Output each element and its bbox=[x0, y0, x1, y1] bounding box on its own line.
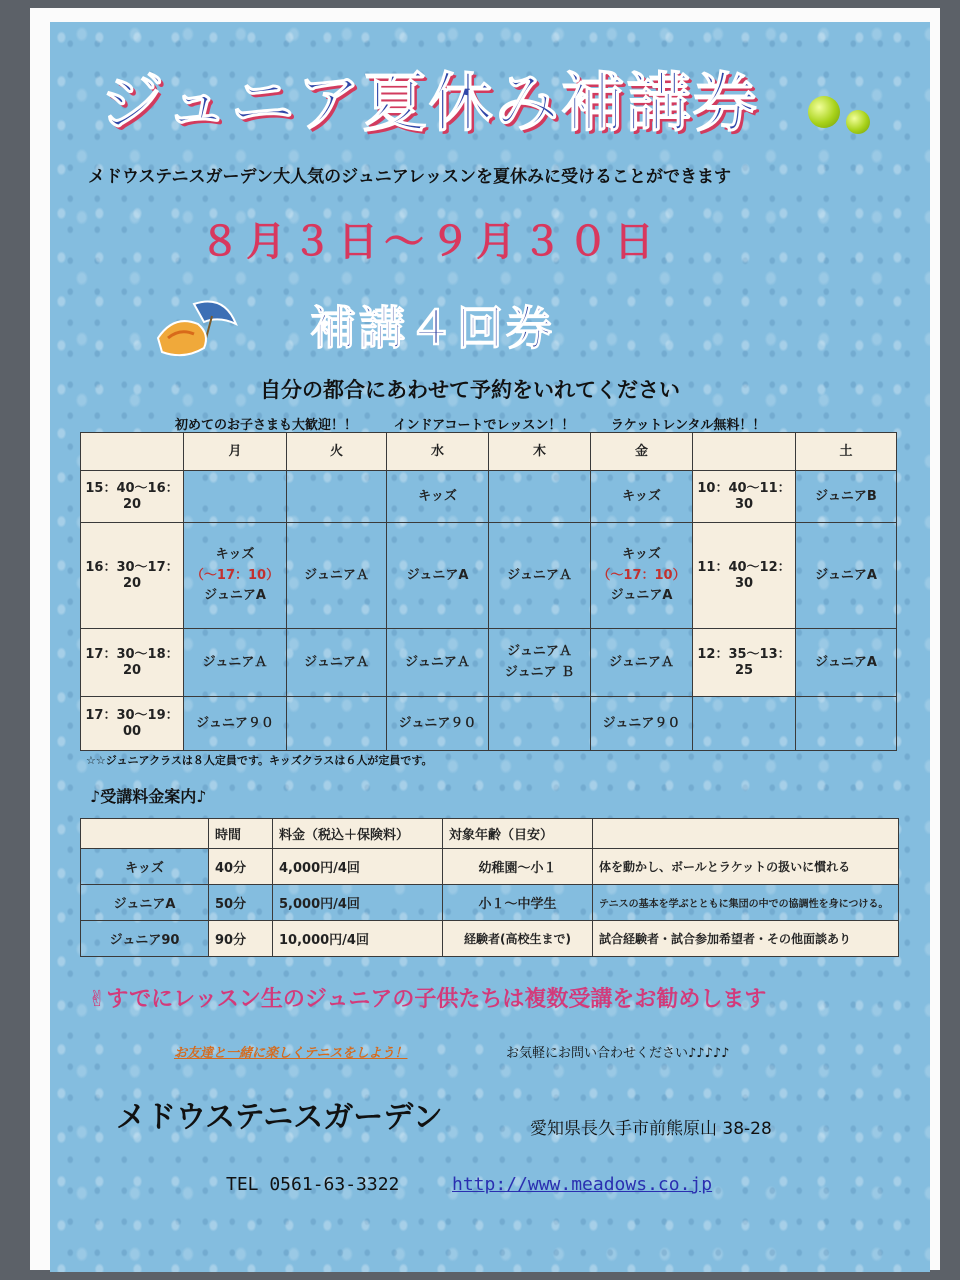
tennis-ball-icon bbox=[808, 96, 840, 128]
schedule-cell bbox=[489, 471, 591, 523]
schedule-cell: ジュニアＡ bbox=[287, 523, 387, 629]
course-age: 幼稚園～小１ bbox=[443, 849, 593, 885]
schedule-cell bbox=[796, 697, 897, 751]
website-link[interactable]: http://www.meadows.co.jp bbox=[452, 1174, 713, 1195]
course-name: ジュニア90 bbox=[81, 921, 209, 957]
fee-header-cell bbox=[593, 819, 899, 849]
course-description: 試合経験者・試合参加希望者・その他面談あり bbox=[593, 921, 899, 957]
schedule-cell bbox=[184, 523, 287, 629]
course-age: 小１～中学生 bbox=[443, 885, 593, 921]
schedule-cell: キッズ bbox=[591, 471, 693, 523]
class-name: キッズ bbox=[215, 547, 255, 563]
fee-row bbox=[81, 921, 899, 957]
flyer bbox=[50, 22, 930, 1272]
fee-header-cell bbox=[81, 819, 209, 849]
friends-tagline: お友達と一緒に楽しくテニスをしよう！ bbox=[174, 1046, 408, 1061]
feature-item: 初めてのお子さまも大歓迎！！ bbox=[175, 418, 358, 433]
schedule-cell: ジュニア９０ bbox=[184, 697, 287, 751]
saturday-time-cell: 11：40～12：30 bbox=[693, 523, 796, 629]
schedule-cell: ジュニアA bbox=[387, 523, 489, 629]
ticket-heading: 補講４回券 bbox=[310, 301, 555, 355]
inquiry-text: お気軽にお問い合わせください♪♪♪♪♪ bbox=[506, 1046, 730, 1061]
schedule-cell: ジュニアＡ bbox=[387, 629, 489, 697]
course-duration: 50分 bbox=[209, 885, 273, 921]
schedule-cell bbox=[489, 697, 591, 751]
schedule-header-cell bbox=[81, 433, 184, 471]
fee-header-cell: 時間 bbox=[209, 819, 273, 849]
class-end-time: （～17：10） bbox=[190, 567, 280, 583]
course-duration: 90分 bbox=[209, 921, 273, 957]
schedule-row bbox=[81, 629, 897, 697]
schedule-cell bbox=[287, 697, 387, 751]
course-description: テニスの基本を学ぶとともに集団の中での協調性を身につける。 bbox=[593, 885, 899, 921]
fee-row bbox=[81, 885, 899, 921]
recommendation: ✌すでにレッスン生のジュニアの子供たちは複数受講をお勧めします bbox=[88, 987, 767, 1012]
address: 愛知県長久手市前熊原山 38-28 bbox=[530, 1119, 772, 1139]
beach-umbrella-icon bbox=[154, 294, 238, 364]
schedule-header-cell: 金 bbox=[591, 433, 693, 471]
fee-table bbox=[80, 818, 899, 957]
feature-item: ラケットレンタル無料！！ bbox=[610, 418, 766, 433]
feature-item: インドアコートでレッスン！！ bbox=[393, 418, 575, 433]
schedule-header-cell: 木 bbox=[489, 433, 591, 471]
saturday-time-cell bbox=[693, 697, 796, 751]
schedule-cell: ジュニアA bbox=[796, 629, 897, 697]
class-name: ジュニアＡ bbox=[507, 644, 572, 660]
course-description: 体を動かし、ボールとラケットの扱いに慣れる bbox=[593, 849, 899, 885]
course-duration: 40分 bbox=[209, 849, 273, 885]
company-name: メドウステニスガーデン bbox=[116, 1100, 443, 1135]
saturday-time-cell: 12：35～13：25 bbox=[693, 629, 796, 697]
flyer-title: ジュニア夏休み補講券 bbox=[100, 67, 759, 141]
time-cell: 17：30～19：00 bbox=[81, 697, 184, 751]
feature-list bbox=[175, 414, 797, 433]
course-price: 10,000円/4回 bbox=[273, 921, 443, 957]
saturday-time-cell: 10：40～11：30 bbox=[693, 471, 796, 523]
schedule-cell: ジュニア９０ bbox=[591, 697, 693, 751]
class-name: ジュニアA bbox=[204, 588, 266, 604]
schedule-header-row bbox=[81, 433, 897, 471]
tennis-ball-icon bbox=[846, 110, 870, 134]
schedule-header-cell: 月 bbox=[184, 433, 287, 471]
fee-header-row bbox=[81, 819, 899, 849]
schedule-cell: ジュニアＡ bbox=[184, 629, 287, 697]
course-price: 4,000円/4回 bbox=[273, 849, 443, 885]
schedule-header-cell: 水 bbox=[387, 433, 489, 471]
fee-header-cell: 料金（税込＋保険料） bbox=[273, 819, 443, 849]
capacity-note: ☆☆ジュニアクラスは８人定員です。キッズクラスは６人が定員です。 bbox=[86, 754, 433, 767]
time-cell: 15：40～16：20 bbox=[81, 471, 184, 523]
schedule-cell: ジュニアB bbox=[796, 471, 897, 523]
time-cell: 17：30～18：20 bbox=[81, 629, 184, 697]
schedule-row bbox=[81, 697, 897, 751]
class-name: キッズ bbox=[622, 547, 661, 563]
schedule-header-cell: 土 bbox=[796, 433, 897, 471]
date-range: ８月３日～９月３０日 bbox=[200, 219, 660, 265]
schedule-header-cell bbox=[693, 433, 796, 471]
course-price: 5,000円/4回 bbox=[273, 885, 443, 921]
schedule-cell: ジュニアＡ bbox=[489, 523, 591, 629]
schedule-header-cell: 火 bbox=[287, 433, 387, 471]
schedule-cell: ジュニアＡ bbox=[591, 629, 693, 697]
course-age: 経験者(高校生まで) bbox=[443, 921, 593, 957]
class-name: ジュニア Ｂ bbox=[504, 665, 575, 680]
schedule-cell bbox=[184, 471, 287, 523]
schedule-row bbox=[81, 471, 897, 523]
fee-header-cell: 対象年齢（目安） bbox=[443, 819, 593, 849]
schedule-row bbox=[81, 523, 897, 629]
course-name: キッズ bbox=[81, 849, 209, 885]
schedule-cell: ジュニアＡ bbox=[287, 629, 387, 697]
phone-number: TEL 0561-63-3322 bbox=[226, 1174, 400, 1195]
course-name: ジュニアA bbox=[81, 885, 209, 921]
schedule-cell: ジュニア９０ bbox=[387, 697, 489, 751]
schedule-table bbox=[80, 432, 897, 751]
schedule-cell bbox=[591, 523, 693, 629]
fee-heading: ♪受講料金案内♪ bbox=[90, 787, 207, 806]
fee-row bbox=[81, 849, 899, 885]
reserve-instruction: 自分の都合にあわせて予約をいれてください bbox=[260, 378, 680, 402]
schedule-cell bbox=[287, 471, 387, 523]
time-cell: 16：30～17：20 bbox=[81, 523, 184, 629]
schedule-cell: キッズ bbox=[387, 471, 489, 523]
class-end-time: （～17：10） bbox=[597, 567, 686, 583]
class-name: ジュニアA bbox=[610, 588, 673, 604]
schedule-cell bbox=[489, 629, 591, 697]
subtitle: メドウステニスガーデン大人気のジュニアレッスンを夏休みに受けることができます bbox=[88, 167, 731, 187]
schedule-cell: ジュニアA bbox=[796, 523, 897, 629]
